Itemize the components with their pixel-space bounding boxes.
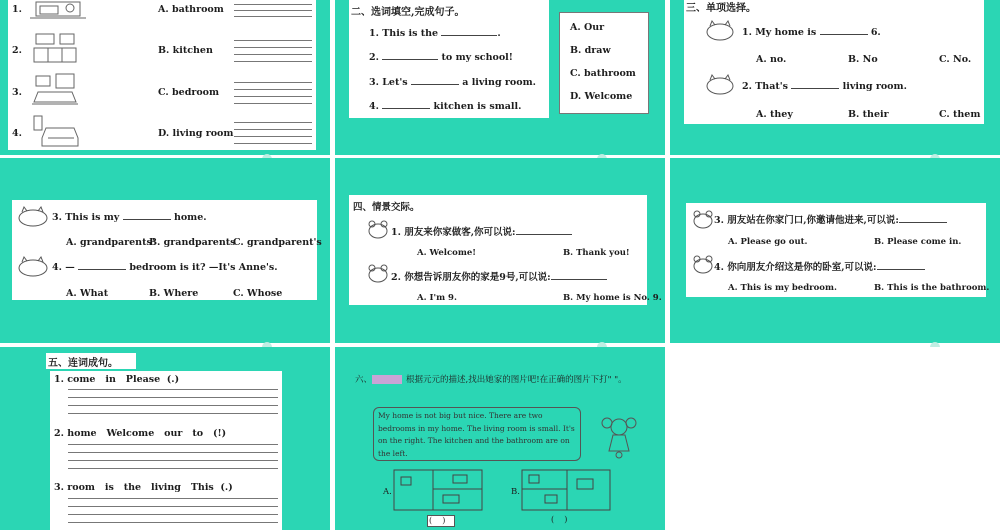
choice-option[interactable]: B. This is the bathroom. <box>874 283 990 293</box>
bear-icon <box>692 209 714 229</box>
word-option: C. bathroom <box>570 68 636 79</box>
question-row: 4. 你向朋友介绍这是你的卧室,可以说: <box>714 259 925 273</box>
choice-option[interactable]: B. Please come in. <box>874 237 962 247</box>
choice-option[interactable]: C. No. <box>939 54 972 65</box>
answer-blank[interactable] <box>123 212 171 220</box>
pig-icon <box>704 72 736 96</box>
word-option: A. Our <box>570 22 605 33</box>
dialogue-card <box>349 195 662 305</box>
living-room-picture-icon <box>28 114 84 150</box>
word-option: D. Welcome <box>570 91 633 102</box>
bedroom-picture-icon <box>28 72 82 108</box>
option-label: D. living room <box>158 128 234 139</box>
description-text: My home is not big but nice. There are two bedrooms in my home. The living room is small. It's on the right. The kitchen and the bathroom are on the left. <box>378 411 575 458</box>
answer-blank[interactable] <box>382 52 438 60</box>
pig-icon <box>16 254 50 278</box>
kitchen-picture-icon <box>30 30 80 66</box>
question-row: 1. My home is 6. <box>742 27 881 38</box>
question-row: 1. This is the . <box>369 28 501 39</box>
choice-option[interactable]: A. Welcome! <box>417 248 476 258</box>
choice-option[interactable]: C. them <box>939 109 981 120</box>
floor-plan-a[interactable] <box>393 469 483 511</box>
pig-icon <box>704 18 736 42</box>
floor-plan-b[interactable] <box>521 469 611 511</box>
choice-card <box>12 200 322 300</box>
choice-option[interactable]: B. their <box>848 109 889 120</box>
item-number: 3. <box>12 87 22 98</box>
bear-icon <box>367 263 389 283</box>
answer-blank[interactable] <box>791 81 839 89</box>
item-number: 4. <box>12 128 22 139</box>
section-title: 二、选词填空,完成句子。 <box>351 7 465 18</box>
choice-option[interactable]: B. Thank you! <box>563 248 630 258</box>
slide-panel-2 <box>335 0 665 155</box>
dialogue-card <box>686 203 990 297</box>
section-title-box <box>46 353 136 369</box>
word-prompt: 2. home Welcome our to (!) <box>54 428 227 439</box>
instruction-row: 六、 根据元元的描述,找出她家的图片吧!在正确的图片下打" "。 <box>355 375 627 385</box>
description-bubble <box>373 407 581 461</box>
answer-blank[interactable] <box>899 215 947 223</box>
option-label-a: A. <box>383 487 392 497</box>
slide-panel-1 <box>0 0 330 155</box>
bear-icon <box>692 254 714 274</box>
word-prompt: 3. room is the living This (.) <box>54 482 233 493</box>
question-row: 4. — bedroom is it? —It's Anne's. <box>52 262 278 273</box>
answer-blank[interactable] <box>411 77 459 85</box>
answer-blank[interactable] <box>551 272 607 280</box>
girl-figure-icon <box>597 413 641 459</box>
question-row: 3. This is my home. <box>52 212 207 223</box>
option-label: A. bathroom <box>158 4 224 15</box>
answer-blank[interactable] <box>382 101 430 109</box>
question-row: 2. 你想告诉朋友你的家是9号,可以说: <box>391 269 607 283</box>
question-row: 1. 朋友来你家做客,你可以说: <box>391 224 572 238</box>
choice-option[interactable]: A. grandparents' <box>66 237 155 248</box>
choice-option[interactable]: A. they <box>756 109 793 120</box>
answer-blank[interactable] <box>441 28 497 36</box>
choice-option[interactable]: B. grandparents <box>149 237 236 248</box>
choice-option[interactable]: A. I'm 9. <box>417 293 457 303</box>
answer-box-a[interactable]: ( ) <box>427 515 455 527</box>
question-row: 2. to my school! <box>369 52 513 63</box>
option-label-b: B. <box>511 487 520 497</box>
choice-card <box>684 0 984 124</box>
choice-option[interactable]: B. Where <box>149 288 199 299</box>
section-title: 五、连词成句。 <box>48 358 118 369</box>
option-label: C. bedroom <box>158 87 220 98</box>
word-bank-box <box>559 12 649 114</box>
question-row: 4. kitchen is small. <box>369 101 522 112</box>
answer-blank[interactable] <box>516 227 572 235</box>
section-title: 三、单项选择。 <box>686 3 756 14</box>
word-option: B. draw <box>570 45 611 56</box>
answer-box-b[interactable]: ( ) <box>551 515 568 524</box>
bear-icon <box>367 219 389 239</box>
word-prompt: 1. come in Please (.) <box>54 374 180 385</box>
choice-option[interactable]: B. No <box>848 54 878 65</box>
item-number: 1. <box>12 4 22 15</box>
item-number: 2. <box>12 45 22 56</box>
section-title: 四、情景交际。 <box>353 202 420 213</box>
match-card <box>8 0 316 150</box>
slide-panel-4 <box>0 158 330 343</box>
answer-blank[interactable] <box>820 27 868 35</box>
slide-panel-5 <box>335 158 665 343</box>
option-label: B. kitchen <box>158 45 213 56</box>
question-row: 3. Let's a living room. <box>369 77 536 88</box>
choice-option[interactable]: A. Please go out. <box>728 237 808 247</box>
label-badge <box>372 375 402 384</box>
slide-panel-3 <box>670 0 1000 155</box>
pig-icon <box>16 204 50 228</box>
choice-option[interactable]: C. grandparent's <box>233 237 322 248</box>
answer-blank[interactable] <box>877 262 925 270</box>
choice-option[interactable]: B. My home is No. 9. <box>563 293 662 303</box>
choice-option[interactable]: A. What <box>66 288 109 299</box>
choice-option[interactable]: C. Whose <box>233 288 283 299</box>
question-row: 2. That's living room. <box>742 81 907 92</box>
choice-option[interactable]: A. no. <box>756 54 787 65</box>
choice-option[interactable]: A. This is my bedroom. <box>728 283 837 293</box>
slide-panel-7 <box>0 347 330 530</box>
slide-panel-8 <box>335 347 665 530</box>
question-row: 3. 朋友站在你家门口,你邀请他进来,可以说: <box>714 212 947 226</box>
fill-blank-card <box>349 0 549 118</box>
slide-panel-6 <box>670 158 1000 343</box>
sentence-card <box>50 371 282 530</box>
answer-blank[interactable] <box>78 262 126 270</box>
bathroom-picture-icon <box>28 0 88 22</box>
